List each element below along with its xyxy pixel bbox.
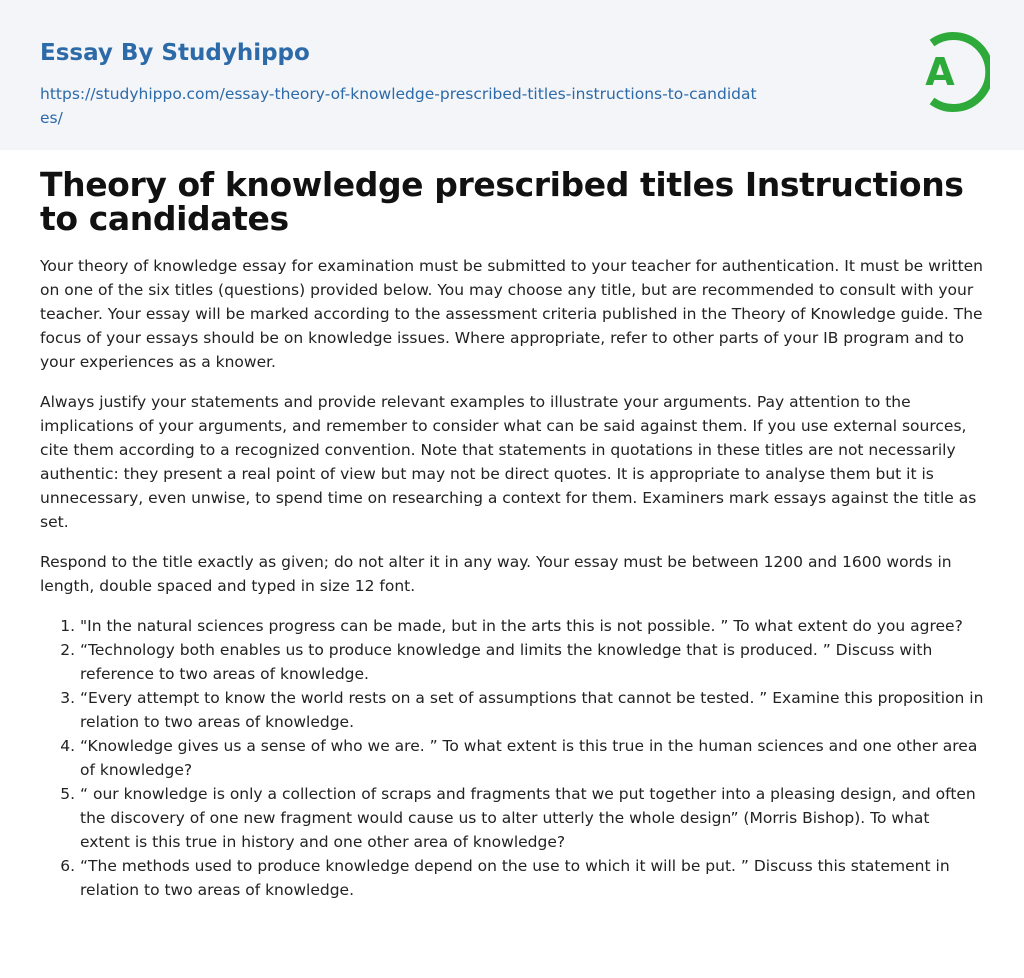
studyhippo-logo-icon[interactable] bbox=[910, 28, 990, 116]
list-item: 3. “Every attempt to know the world rests on a set of assumptions that cannot be tested. ” Examine this proposition in relation to two areas of knowledge. bbox=[80, 686, 984, 734]
brand-title[interactable]: Essay By Studyhippo bbox=[40, 40, 310, 66]
list-item: 1. "In the natural sciences progress can be made, but in the arts this is not possible. ” To what extent do you agree? bbox=[80, 614, 984, 638]
article bbox=[40, 165, 984, 902]
list-item: 5. “ our knowledge is only a collection of scraps and fragments that we put together into a pleasing design, and often the discovery of one new fragment would cause us to alter utterly the whole design” (Morris Bishop). To what extent is this true in history and one other area of knowledge? bbox=[80, 782, 984, 854]
list-item: 6. “The methods used to produce knowledge depend on the use to which it will be put. ” Discuss this statement in relation to two areas of knowledge. bbox=[80, 854, 984, 902]
logo-letter: A bbox=[925, 50, 955, 94]
prescribed-titles-list bbox=[40, 614, 984, 902]
site-header bbox=[0, 0, 1024, 150]
requirements-paragraph: Respond to the title exactly as given; do not alter it in any way. Your essay must be between 1200 and 1600 words in length, double spaced and typed in size 12 font. bbox=[40, 553, 952, 595]
page-title: Theory of knowledge prescribed titles Instructions to candidates bbox=[40, 165, 964, 238]
list-item: 2. “Technology both enables us to produce knowledge and limits the knowledge that is produced. ” Discuss with reference to two areas of knowledge. bbox=[80, 638, 984, 686]
intro-paragraph: Your theory of knowledge essay for examination must be submitted to your teacher for authentication. It must be written on one of the six titles (questions) provided below. You may choose any title, but are recommended to consult with your teacher. Your essay will be marked according to the assessment criteria published in the Theory of Knowledge guide. The focus of your essays should be on knowledge issues. Where appropriate, refer to other parts of your IB program and to your experiences as a knower. bbox=[40, 257, 984, 371]
guidance-paragraph: Always justify your statements and provide relevant examples to illustrate your arguments. Pay attention to the implications of your arguments, and remember to consider what can be said against them. If you use external sources, cite them according to a recognized convention. Note that statements in quotations in these titles are not necessarily authentic: they present a real point of view but may not be direct quotes. It is appropriate to analyse them but it is unnecessary, even unwise, to spend time on researching a context for them. Examiners mark essays against the title as set. bbox=[40, 393, 977, 531]
list-item: 4. “Knowledge gives us a sense of who we are. ” To what extent is this true in the human sciences and one other area of knowledge? bbox=[80, 734, 984, 782]
source-url-link[interactable]: https://studyhippo.com/essay-theory-of-knowledge-prescribed-titles-instructions-to-candidates/ bbox=[40, 85, 757, 127]
